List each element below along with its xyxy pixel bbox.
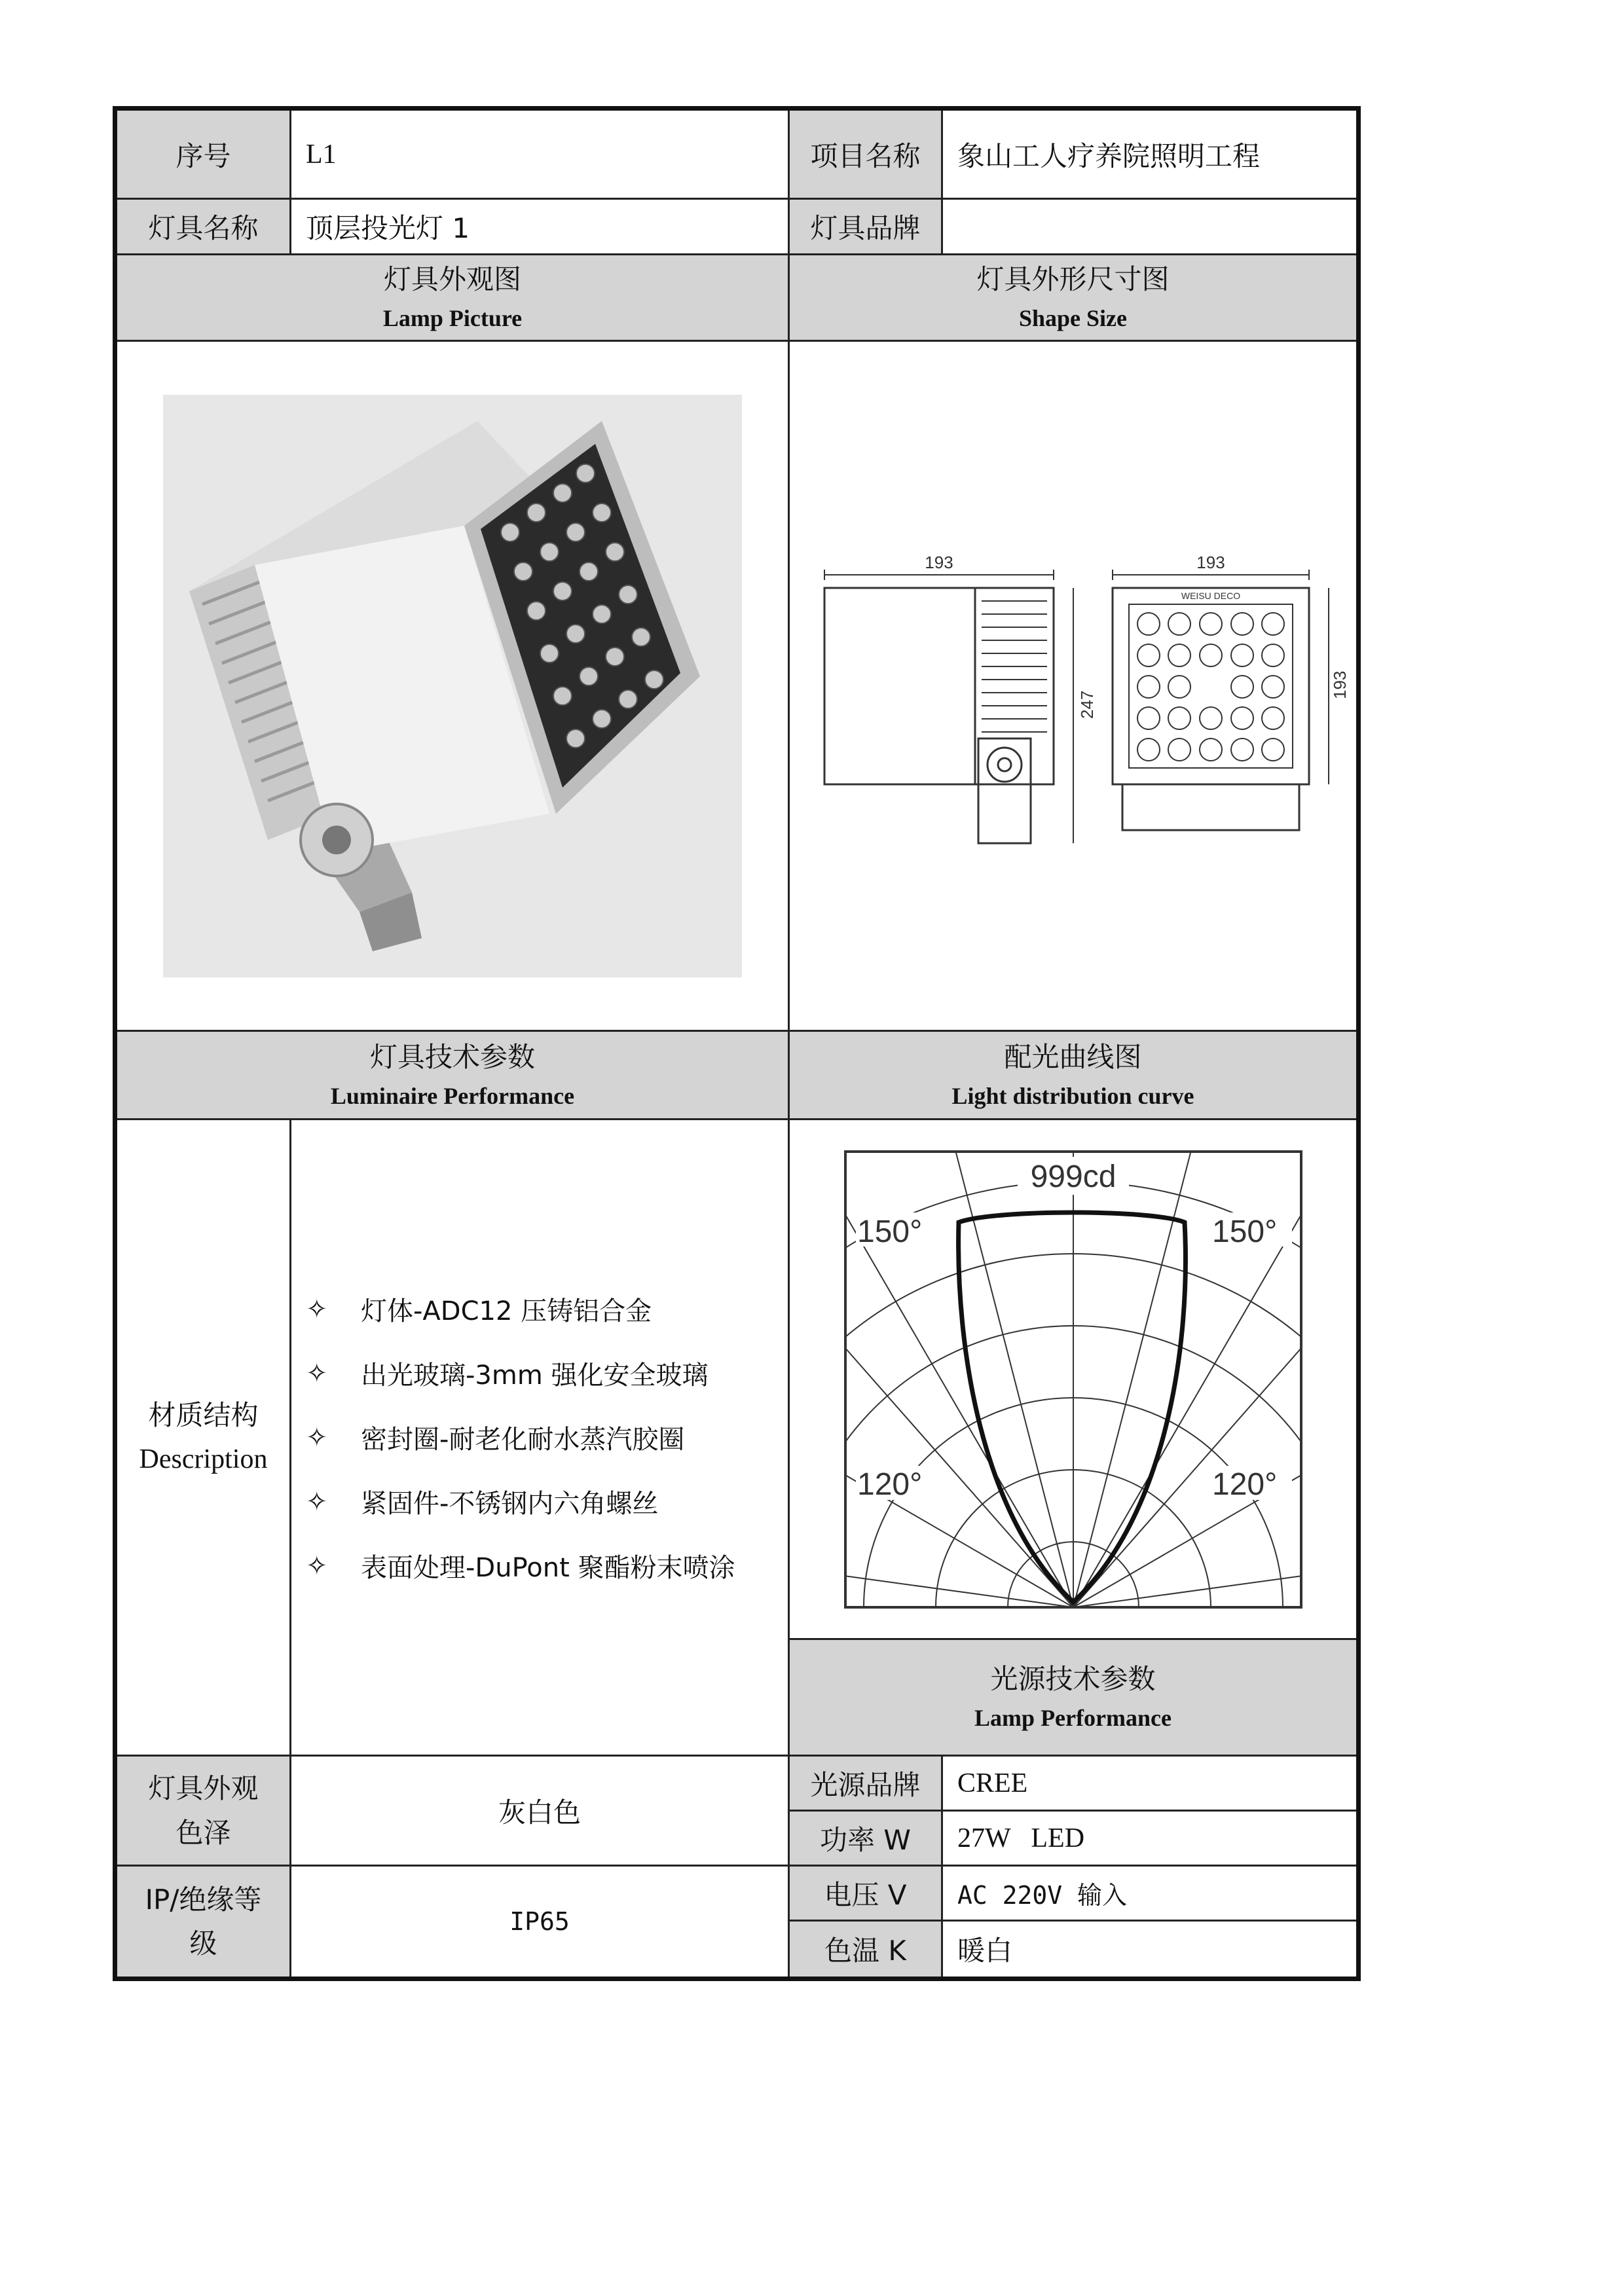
list-item	[306, 1470, 735, 1534]
diamond-star-icon: ✧	[306, 1486, 328, 1517]
angle-label-upper-right: 150°	[1211, 1214, 1277, 1249]
lamp-performance-title-en: Lamp Performance	[974, 1705, 1172, 1732]
light-curve-cell	[790, 1120, 1356, 1640]
diamond-star-icon: ✧	[306, 1358, 328, 1389]
material-list-cell	[291, 1120, 790, 1757]
polar-curve-chart	[844, 1150, 1302, 1609]
ip-label	[117, 1867, 291, 1977]
light-brand-value: CREE	[943, 1757, 1356, 1812]
angle-label-upper-left: 150°	[857, 1214, 922, 1249]
diamond-star-icon: ✧	[306, 1294, 328, 1324]
shape-size-title-cn: 灯具外形尺寸图	[976, 263, 1170, 296]
color-temp-value: 暖白	[957, 1935, 1013, 1967]
front-height-label: 193	[1329, 670, 1350, 699]
lamp-name-value: 顶层投光灯 1	[291, 200, 790, 255]
angle-label-lower-left: 120°	[857, 1467, 922, 1502]
side-width-label: 193	[924, 552, 953, 572]
finish-value: 灰白色	[291, 1757, 790, 1867]
power-value: 27W LED	[943, 1812, 1356, 1867]
peak-intensity-label: 999cd	[1030, 1159, 1116, 1194]
finish-label-line1: 灯具外观	[148, 1772, 259, 1805]
brand-value	[943, 200, 1356, 255]
diamond-star-icon: ✧	[306, 1422, 328, 1453]
material-label-cn: 材质结构	[148, 1399, 259, 1432]
ip-label-line1: IP/绝缘等	[145, 1883, 262, 1916]
project-value: 象山工人疗养院照明工程	[943, 111, 1356, 200]
material-item: 出光玻璃-3mm 强化安全玻璃	[361, 1360, 709, 1391]
light-curve-header	[790, 1032, 1356, 1120]
material-item: 灯体-ADC12 压铸铝合金	[361, 1296, 652, 1326]
list-item	[306, 1406, 735, 1470]
lamp-performance-title-cn: 光源技术参数	[990, 1663, 1156, 1696]
shape-size-title-en: Shape Size	[1018, 305, 1128, 332]
light-curve-title-cn: 配光曲线图	[1004, 1040, 1142, 1073]
serial-label: 序号	[117, 111, 291, 200]
power-label: 功率 W	[790, 1812, 943, 1867]
luminaire-performance-title-cn: 灯具技术参数	[369, 1040, 535, 1073]
color-temp-label: 色温 K	[790, 1922, 943, 1977]
voltage-value: AC 220V 输入	[943, 1867, 1356, 1922]
shape-size-header	[790, 255, 1356, 342]
finish-label-line2: 色泽	[175, 1816, 231, 1849]
brand-mark: WEISU DECO	[1181, 590, 1240, 601]
list-item	[306, 1534, 735, 1598]
diamond-star-icon: ✧	[306, 1550, 328, 1581]
list-item	[306, 1277, 735, 1341]
lamp-picture-title-en: Lamp Picture	[382, 305, 523, 332]
luminaire-performance-title-en: Luminaire Performance	[330, 1082, 575, 1109]
ip-value: IP65	[291, 1867, 790, 1977]
shape-size-cell	[790, 342, 1356, 1032]
material-item: 表面处理-DuPont 聚酯粉末喷涂	[361, 1553, 735, 1583]
material-item: 紧固件-不锈钢内六角螺丝	[361, 1489, 659, 1519]
spec-sheet-table	[113, 106, 1361, 1981]
serial-value: L1	[291, 111, 790, 200]
lamp-photo-cell	[117, 342, 790, 1032]
lamp-picture-title-cn: 灯具外观图	[383, 263, 521, 296]
angle-label-lower-right: 120°	[1211, 1467, 1277, 1502]
luminaire-performance-header	[117, 1032, 790, 1120]
project-label: 项目名称	[790, 111, 943, 200]
light-curve-title-en: Light distribution curve	[951, 1082, 1194, 1109]
finish-label	[117, 1757, 291, 1867]
ip-label-line2: 级	[189, 1927, 217, 1959]
light-brand-label: 光源品牌	[790, 1757, 943, 1812]
lamp-name-label: 灯具名称	[117, 200, 291, 255]
lamp-photo	[163, 395, 742, 977]
height-label: 247	[1077, 690, 1097, 719]
shape-size-drawing	[805, 522, 1350, 850]
material-list	[306, 1277, 735, 1598]
list-item	[306, 1341, 735, 1406]
material-label	[117, 1120, 291, 1757]
front-width-label: 193	[1196, 552, 1225, 572]
brand-label: 灯具品牌	[790, 200, 943, 255]
lamp-picture-header	[117, 255, 790, 342]
lamp-performance-header	[790, 1640, 1356, 1757]
material-item: 密封圈-耐老化耐水蒸汽胶圈	[361, 1425, 685, 1455]
material-label-en: Description	[139, 1444, 268, 1474]
voltage-label: 电压 V	[790, 1867, 943, 1922]
